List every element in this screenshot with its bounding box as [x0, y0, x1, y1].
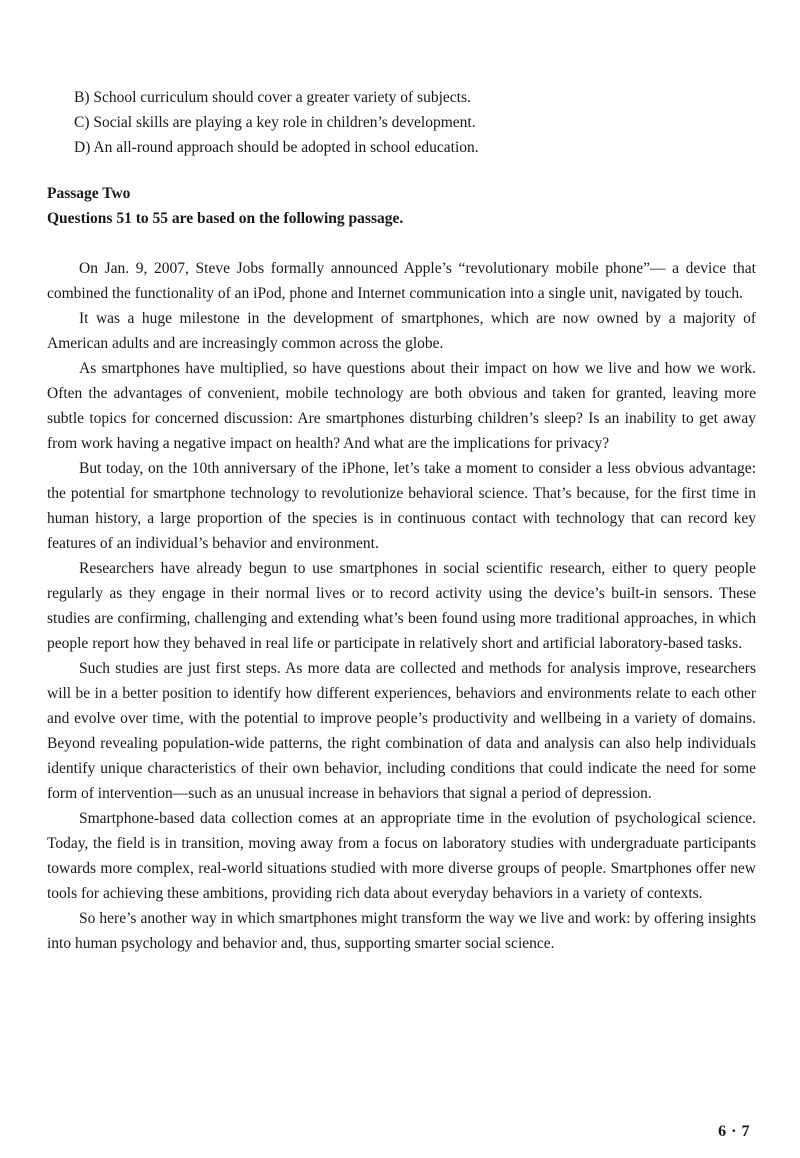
passage-body — [47, 256, 756, 956]
document-page — [47, 85, 756, 956]
page-number: 6 · 7 — [718, 1123, 750, 1140]
passage-title: Passage Two — [47, 185, 131, 202]
option-d: D) An all-round approach should be adopted in school education. — [74, 139, 479, 156]
passage-instruction: Questions 51 to 55 are based on the following passage. — [47, 210, 404, 227]
paragraph: As smartphones have multiplied, so have questions about their impact on how we live and how we work. Often the advantages of convenient, mobile technology are both obvious and taken for granted, leaving more subtle topics for concerned discussion: Are smartphones disturbing children’s sleep? Is an inability to get away from work having a negative impact on health? And what are the implications for privacy? — [47, 360, 756, 452]
answer-options — [74, 85, 756, 160]
option-c: C) Social skills are playing a key role in children’s development. — [74, 114, 476, 131]
option-b: B) School curriculum should cover a greater variety of subjects. — [74, 89, 471, 106]
paragraph: Smartphone-based data collection comes at an appropriate time in the evolution of psychological science. Today, the field is in transition, moving away from a focus on laboratory studies with undergraduate participants towards more complex, real-world situations studied with more diverse groups of people. Smartphones offer new tools for achieving these ambitions, providing rich data about everyday behaviors in a variety of contexts. — [47, 810, 756, 902]
passage-header — [47, 181, 756, 231]
paragraph: But today, on the 10th anniversary of the iPhone, let’s take a moment to consider a less obvious advantage: the potential for smartphone technology to revolutionize behavioral science. That’s because, for the first time in human history, a large proportion of the species is in continuous contact with technology that can record key features of an individual’s behavior and environment. — [47, 460, 756, 552]
paragraph: On Jan. 9, 2007, Steve Jobs formally announced Apple’s “revolutionary mobile phone”— a device that combined the functionality of an iPod, phone and Internet communication into a single unit, navigated by touch. — [47, 260, 756, 302]
paragraph: Such studies are just first steps. As more data are collected and methods for analysis improve, researchers will be in a better position to identify how different experiences, behaviors and environments relate to each other and evolve over time, with the potential to improve people’s productivity and wellbeing in a variety of domains. Beyond revealing population-wide patterns, the right combination of data and analysis can also help individuals identify unique characteristics of their own behavior, including conditions that could indicate the need for some form of intervention—such as an unusual increase in behaviors that signal a period of depression. — [47, 660, 756, 802]
paragraph: So here’s another way in which smartphones might transform the way we live and work: by offering insights into human psychology and behavior and, thus, supporting smarter social science. — [47, 910, 756, 952]
paragraph: Researchers have already begun to use smartphones in social scientific research, either to query people regularly as they engage in their normal lives or to record activity using the device’s built-in sensors. These studies are confirming, challenging and extending what’s been found using more traditional approaches, in which people report how they behaved in real life or participate in relatively short and artificial laboratory-based tasks. — [47, 560, 756, 652]
paragraph: It was a huge milestone in the development of smartphones, which are now owned by a majority of American adults and are increasingly common across the globe. — [47, 310, 756, 352]
